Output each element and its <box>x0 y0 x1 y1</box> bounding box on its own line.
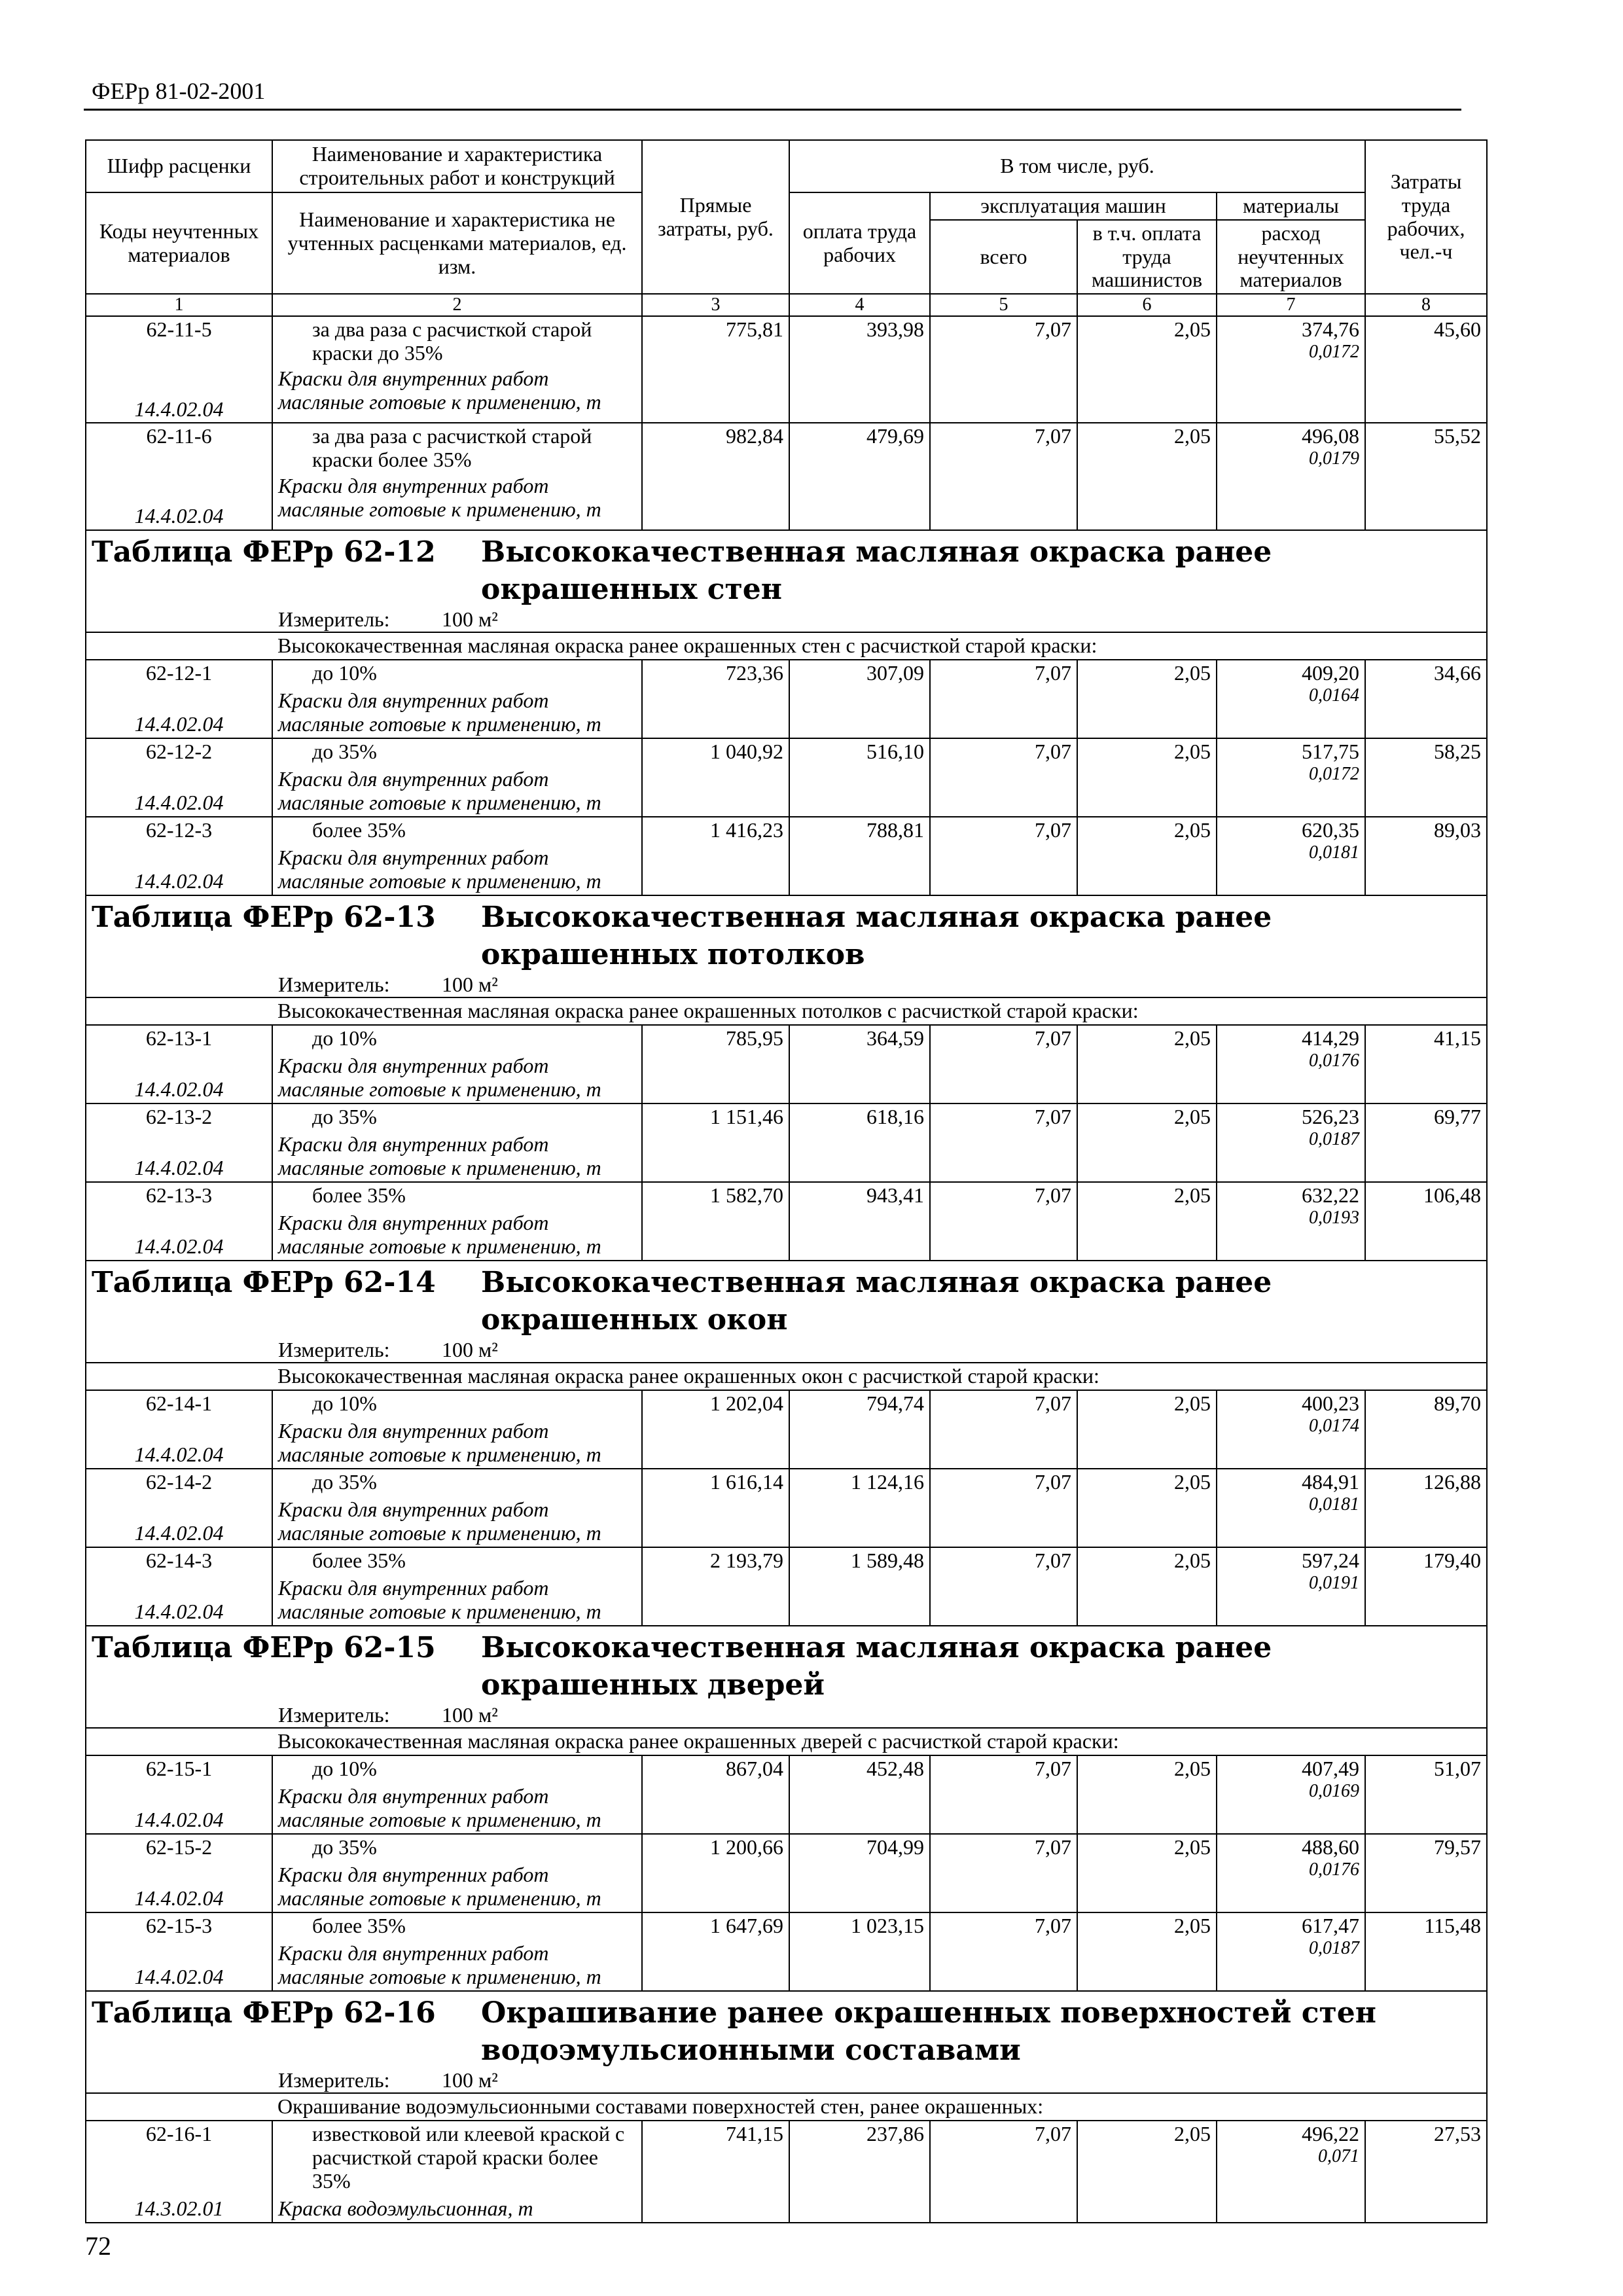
machinist-pay-header: в т.ч. оплата труда машинистов <box>1077 220 1217 294</box>
col2-top-header: Наименование и характеристика строительных работ и конструкций <box>272 140 642 192</box>
material-code: 14.4.02.04 <box>86 1784 272 1834</box>
materials-value: 414,29 <box>1302 1026 1360 1050</box>
rate-labor: 794,74 <box>789 1390 930 1469</box>
material-name: Краски для внутренних работ масляные готовые к применению, т <box>272 688 642 738</box>
material-name: Краска водоэмульсионная, т <box>272 2196 642 2223</box>
rate-name: известковой или клеевой краской с расчисткой старой краски более 35% <box>272 2121 642 2196</box>
materials-quantity: 0,0176 <box>1309 1050 1360 1071</box>
material-name: Краски для внутренних работ масляные готовые к применению, т <box>272 845 642 895</box>
rate-row <box>86 1912 1487 1941</box>
rate-row <box>86 1755 1487 1784</box>
rate-row <box>86 660 1487 688</box>
rate-labor: 516,10 <box>789 738 930 817</box>
rate-labor: 479,69 <box>789 423 930 530</box>
rate-direct: 2 193,79 <box>642 1547 789 1626</box>
page-number: 72 <box>85 2231 111 2261</box>
material-code: 14.3.02.01 <box>86 2196 272 2223</box>
column-number: 1 <box>86 294 272 315</box>
table-title-row <box>86 530 1487 632</box>
materials-quantity: 0,0172 <box>1309 763 1360 784</box>
materials-value: 632,22 <box>1302 1183 1360 1208</box>
rate-hours: 34,66 <box>1365 660 1487 738</box>
rate-direct: 775,81 <box>642 316 789 423</box>
measure-value: 100 м² <box>442 2068 498 2092</box>
rate-row <box>86 1025 1487 1053</box>
rate-hours: 58,25 <box>1365 738 1487 817</box>
materials-value: 617,47 <box>1302 1914 1360 1938</box>
table-title-row <box>86 1261 1487 1363</box>
section-subtitle-empty <box>86 1363 272 1390</box>
rate-labor: 393,98 <box>789 316 930 423</box>
rate-mach: 7,07 <box>930 316 1077 423</box>
rate-materials <box>1217 660 1365 738</box>
materials-quantity: 0,0174 <box>1309 1415 1360 1436</box>
rate-mach: 7,07 <box>930 1182 1077 1261</box>
column-number: 8 <box>1365 294 1487 315</box>
material-code: 14.4.02.04 <box>86 473 272 530</box>
rate-code: 62-15-1 <box>86 1755 272 1784</box>
table-id: Таблица ФЕРр 62-12 <box>92 535 436 569</box>
materials-value: 496,08 <box>1302 424 1360 448</box>
rate-materials <box>1217 423 1365 530</box>
rate-row <box>86 817 1487 845</box>
material-name: Краски для внутренних работ масляные готовые к применению, т <box>272 1418 642 1469</box>
rate-code: 62-12-2 <box>86 738 272 766</box>
material-code: 14.4.02.04 <box>86 1862 272 1912</box>
rate-mach-labor: 2,05 <box>1077 423 1217 530</box>
rate-mach-labor: 2,05 <box>1077 1025 1217 1103</box>
rate-materials <box>1217 1390 1365 1469</box>
materials-value: 400,23 <box>1302 1391 1360 1416</box>
rate-code: 62-16-1 <box>86 2121 272 2196</box>
material-code: 14.4.02.04 <box>86 1132 272 1182</box>
column-number: 2 <box>272 294 642 315</box>
rate-hours: 45,60 <box>1365 316 1487 423</box>
rate-mach-labor: 2,05 <box>1077 316 1217 423</box>
section-subtitle: Высококачественная масляная окраска ранее окрашенных дверей с расчисткой старой краски: <box>272 1728 1487 1755</box>
table-title: Высококачественная масляная окраска ранее окрашенных окон <box>481 1266 1272 1337</box>
rate-code: 62-14-1 <box>86 1390 272 1418</box>
section-subtitle: Окрашивание водоэмульсионными составами поверхностей стен, ранее окрашенных: <box>272 2093 1487 2121</box>
rate-direct: 1 151,46 <box>642 1103 789 1182</box>
rate-mach: 7,07 <box>930 1912 1077 1991</box>
materials-quantity: 0,0179 <box>1309 448 1360 469</box>
materials-quantity: 0,0164 <box>1309 685 1360 706</box>
rate-mach-labor: 2,05 <box>1077 1912 1217 1991</box>
machines-header: эксплуатация машин <box>930 192 1217 220</box>
document-code: ФЕРр 81-02-2001 <box>92 78 266 104</box>
rate-row <box>86 1469 1487 1497</box>
rate-name: до 10% <box>272 660 642 688</box>
rate-direct: 982,84 <box>642 423 789 530</box>
rate-mach-labor: 2,05 <box>1077 660 1217 738</box>
rate-mach-labor: 2,05 <box>1077 1390 1217 1469</box>
table-title-cell <box>86 1261 1487 1363</box>
rate-name: за два раза с расчисткой старой краски более 35% <box>272 423 642 473</box>
materials-value: 484,91 <box>1302 1470 1360 1494</box>
rate-hours: 106,48 <box>1365 1182 1487 1261</box>
rate-row <box>86 1834 1487 1862</box>
rate-hours: 55,52 <box>1365 423 1487 530</box>
table-id: Таблица ФЕРр 62-14 <box>92 1266 436 1300</box>
rate-direct: 1 616,14 <box>642 1469 789 1547</box>
material-name: Краски для внутренних работ масляные готовые к применению, т <box>272 1210 642 1261</box>
rate-materials <box>1217 1469 1365 1547</box>
rate-materials <box>1217 738 1365 817</box>
table-title: Окрашивание ранее окрашенных поверхностей стен водоэмульсионными составами <box>481 1996 1376 2068</box>
rate-hours: 89,03 <box>1365 817 1487 895</box>
material-code: 14.4.02.04 <box>86 1418 272 1469</box>
rate-direct: 1 200,66 <box>642 1834 789 1912</box>
rate-code: 62-13-2 <box>86 1103 272 1132</box>
measure-label: Измеритель: <box>278 607 390 632</box>
table-title-cell <box>86 895 1487 997</box>
rate-materials <box>1217 1912 1365 1991</box>
section-subtitle-row <box>86 632 1487 660</box>
material-code: 14.4.02.04 <box>86 1210 272 1261</box>
rate-labor: 943,41 <box>789 1182 930 1261</box>
rate-labor: 237,86 <box>789 2121 930 2223</box>
column-number: 7 <box>1217 294 1365 315</box>
rate-row <box>86 738 1487 766</box>
materials-value: 496,22 <box>1302 2122 1360 2146</box>
rate-row <box>86 2121 1487 2196</box>
table-id: Таблица ФЕРр 62-15 <box>92 1631 436 1665</box>
table-title-row <box>86 1626 1487 1728</box>
column-number: 5 <box>930 294 1077 315</box>
rate-mach-labor: 2,05 <box>1077 1469 1217 1547</box>
rate-labor: 1 589,48 <box>789 1547 930 1626</box>
header-row-1 <box>86 140 1487 192</box>
machines-total-header: всего <box>930 220 1077 294</box>
rate-row <box>86 1547 1487 1575</box>
rate-name: до 35% <box>272 738 642 766</box>
rate-code: 62-15-3 <box>86 1912 272 1941</box>
rate-mach: 7,07 <box>930 1025 1077 1103</box>
material-name: Краски для внутренних работ масляные готовые к применению, т <box>272 766 642 817</box>
rate-row <box>86 316 1487 367</box>
rate-row <box>86 1103 1487 1132</box>
column-numbers-row <box>86 294 1487 315</box>
rate-code: 62-11-5 <box>86 316 272 367</box>
rate-materials <box>1217 2121 1365 2223</box>
rate-labor: 788,81 <box>789 817 930 895</box>
material-name: Краски для внутренних работ масляные готовые к применению, т <box>272 1497 642 1547</box>
column-number: 4 <box>789 294 930 315</box>
direct-costs-header: Прямые затраты, руб. <box>642 140 789 294</box>
rate-labor: 1 023,15 <box>789 1912 930 1991</box>
materials-usage-header: расход неучтенных материалов <box>1217 220 1365 294</box>
material-name: Краски для внутренних работ масляные готовые к применению, т <box>272 1132 642 1182</box>
rate-mach: 7,07 <box>930 660 1077 738</box>
materials-value: 409,20 <box>1302 661 1360 685</box>
table-title: Высококачественная масляная окраска ранее окрашенных стен <box>481 535 1272 607</box>
section-subtitle-row <box>86 997 1487 1025</box>
table-id: Таблица ФЕРр 62-16 <box>92 1996 436 2030</box>
rate-name: более 35% <box>272 1182 642 1210</box>
rate-hours: 89,70 <box>1365 1390 1487 1469</box>
section-subtitle: Высококачественная масляная окраска ранее окрашенных стен с расчисткой старой краски: <box>272 632 1487 660</box>
included-header: В том числе, руб. <box>789 140 1365 192</box>
rate-mach-labor: 2,05 <box>1077 1755 1217 1834</box>
rate-code: 62-12-1 <box>86 660 272 688</box>
rate-direct: 867,04 <box>642 1755 789 1834</box>
rate-mach: 7,07 <box>930 1547 1077 1626</box>
rate-name: до 10% <box>272 1755 642 1784</box>
rate-mach-labor: 2,05 <box>1077 1547 1217 1626</box>
rate-mach: 7,07 <box>930 817 1077 895</box>
table-title-cell <box>86 1626 1487 1728</box>
table-title: Высококачественная масляная окраска ранее окрашенных потолков <box>481 901 1272 972</box>
rate-materials <box>1217 1834 1365 1912</box>
rate-direct: 741,15 <box>642 2121 789 2223</box>
rate-mach: 7,07 <box>930 423 1077 530</box>
material-name: Краски для внутренних работ масляные готовые к применению, т <box>272 1941 642 1991</box>
material-code: 14.4.02.04 <box>86 1497 272 1547</box>
rate-hours: 27,53 <box>1365 2121 1487 2223</box>
rate-name: более 35% <box>272 1547 642 1575</box>
rate-labor: 618,16 <box>789 1103 930 1182</box>
rate-materials <box>1217 1103 1365 1182</box>
rate-code: 62-14-2 <box>86 1469 272 1497</box>
table-body <box>86 140 1487 2223</box>
measure-label: Измеритель: <box>278 2068 390 2092</box>
materials-quantity: 0,0181 <box>1309 1494 1360 1515</box>
rate-code: 62-14-3 <box>86 1547 272 1575</box>
materials-quantity: 0,0176 <box>1309 1859 1360 1880</box>
rate-mach-labor: 2,05 <box>1077 1182 1217 1261</box>
rate-hours: 69,77 <box>1365 1103 1487 1182</box>
section-subtitle-empty <box>86 632 272 660</box>
rate-mach-labor: 2,05 <box>1077 1103 1217 1182</box>
rate-direct: 1 040,92 <box>642 738 789 817</box>
rate-hours: 126,88 <box>1365 1469 1487 1547</box>
rate-materials <box>1217 1025 1365 1103</box>
rate-mach-labor: 2,05 <box>1077 738 1217 817</box>
rate-mach: 7,07 <box>930 738 1077 817</box>
materials-value: 526,23 <box>1302 1105 1360 1129</box>
measure-label: Измеритель: <box>278 1703 390 1727</box>
rate-mach: 7,07 <box>930 1390 1077 1469</box>
rate-name: до 35% <box>272 1103 642 1132</box>
rate-mach: 7,07 <box>930 2121 1077 2223</box>
section-subtitle: Высококачественная масляная окраска ранее окрашенных окон с расчисткой старой краски: <box>272 1363 1487 1390</box>
material-code: 14.4.02.04 <box>86 366 272 423</box>
section-subtitle: Высококачественная масляная окраска ранее окрашенных потолков с расчисткой старой краски: <box>272 997 1487 1025</box>
rate-mach: 7,07 <box>930 1755 1077 1834</box>
material-name: Краски для внутренних работ масляные готовые к применению, т <box>272 1575 642 1626</box>
table-title-cell <box>86 530 1487 632</box>
rate-materials <box>1217 316 1365 423</box>
rate-direct: 1 582,70 <box>642 1182 789 1261</box>
header-rule <box>84 109 1461 111</box>
materials-value: 488,60 <box>1302 1835 1360 1859</box>
materials-quantity: 0,0191 <box>1309 1572 1360 1593</box>
section-subtitle-empty <box>86 1728 272 1755</box>
material-code: 14.4.02.04 <box>86 1575 272 1626</box>
rate-name: более 35% <box>272 817 642 845</box>
material-name: Краски для внутренних работ масляные готовые к применению, т <box>272 1784 642 1834</box>
labor-hours-header: Затраты труда рабочих, чел.-ч <box>1365 140 1487 294</box>
materials-quantity: 0,071 <box>1318 2145 1360 2166</box>
table-title-row <box>86 895 1487 997</box>
section-subtitle-row <box>86 1728 1487 1755</box>
col1-top-header: Шифр расценки <box>86 140 272 192</box>
material-name: Краски для внутренних работ масляные готовые к применению, т <box>272 1862 642 1912</box>
material-code: 14.4.02.04 <box>86 1053 272 1103</box>
rate-mach-labor: 2,05 <box>1077 817 1217 895</box>
table-title-row <box>86 1991 1487 2093</box>
measure-label: Измеритель: <box>278 973 390 997</box>
rate-code: 62-13-1 <box>86 1025 272 1053</box>
table-title-cell <box>86 1991 1487 2093</box>
material-code: 14.4.02.04 <box>86 688 272 738</box>
rate-code: 62-15-2 <box>86 1834 272 1862</box>
materials-quantity: 0,0181 <box>1309 842 1360 863</box>
rate-direct: 785,95 <box>642 1025 789 1103</box>
rate-row <box>86 1390 1487 1418</box>
rate-materials <box>1217 817 1365 895</box>
rate-name: более 35% <box>272 1912 642 1941</box>
rate-hours: 79,57 <box>1365 1834 1487 1912</box>
material-name: Краски для внутренних работ масляные готовые к применению, т <box>272 1053 642 1103</box>
rate-labor: 364,59 <box>789 1025 930 1103</box>
column-number: 6 <box>1077 294 1217 315</box>
col2-bottom-header: Наименование и характеристика не учтенных расценками материалов, ед. изм. <box>272 192 642 294</box>
section-subtitle-empty <box>86 2093 272 2121</box>
rate-direct: 723,36 <box>642 660 789 738</box>
rate-materials <box>1217 1182 1365 1261</box>
column-number: 3 <box>642 294 789 315</box>
materials-value: 374,76 <box>1302 317 1360 341</box>
rate-mach-labor: 2,05 <box>1077 2121 1217 2223</box>
rate-labor: 704,99 <box>789 1834 930 1912</box>
materials-quantity: 0,0193 <box>1309 1207 1360 1228</box>
materials-quantity: 0,0187 <box>1309 1937 1360 1958</box>
rate-code: 62-13-3 <box>86 1182 272 1210</box>
materials-value: 620,35 <box>1302 818 1360 842</box>
rate-hours: 51,07 <box>1365 1755 1487 1834</box>
rate-hours: 179,40 <box>1365 1547 1487 1626</box>
rate-mach-labor: 2,05 <box>1077 1834 1217 1912</box>
materials-quantity: 0,0187 <box>1309 1128 1360 1149</box>
material-code: 14.4.02.04 <box>86 1941 272 1991</box>
measure-value: 100 м² <box>442 607 498 632</box>
rate-labor: 307,09 <box>789 660 930 738</box>
rate-materials <box>1217 1755 1365 1834</box>
materials-header: материалы <box>1217 192 1365 220</box>
rate-direct: 1 647,69 <box>642 1912 789 1991</box>
section-subtitle-row <box>86 1363 1487 1390</box>
table-id: Таблица ФЕРр 62-13 <box>92 901 436 935</box>
material-code: 14.4.02.04 <box>86 766 272 817</box>
materials-quantity: 0,0169 <box>1309 1780 1360 1801</box>
rates-table <box>85 139 1488 2223</box>
rate-direct: 1 416,23 <box>642 817 789 895</box>
rate-mach: 7,07 <box>930 1103 1077 1182</box>
material-name: Краски для внутренних работ масляные готовые к применению, т <box>272 366 642 423</box>
materials-value: 517,75 <box>1302 740 1360 764</box>
rate-direct: 1 202,04 <box>642 1390 789 1469</box>
material-name: Краски для внутренних работ масляные готовые к применению, т <box>272 473 642 530</box>
measure-value: 100 м² <box>442 973 498 997</box>
rate-name: до 10% <box>272 1025 642 1053</box>
rate-name: за два раза с расчисткой старой краски до 35% <box>272 316 642 367</box>
col1-bottom-header: Коды неучтенных материалов <box>86 192 272 294</box>
rate-name: до 35% <box>272 1469 642 1497</box>
rate-labor: 452,48 <box>789 1755 930 1834</box>
rate-mach: 7,07 <box>930 1469 1077 1547</box>
measure-value: 100 м² <box>442 1338 498 1362</box>
materials-value: 407,49 <box>1302 1757 1360 1781</box>
measure-label: Измеритель: <box>278 1338 390 1362</box>
rate-labor: 1 124,16 <box>789 1469 930 1547</box>
worker-pay-header: оплата труда рабочих <box>789 192 930 294</box>
rate-code: 62-12-3 <box>86 817 272 845</box>
rate-mach: 7,07 <box>930 1834 1077 1912</box>
section-subtitle-empty <box>86 997 272 1025</box>
material-code: 14.4.02.04 <box>86 845 272 895</box>
rate-row <box>86 423 1487 473</box>
rate-materials <box>1217 1547 1365 1626</box>
measure-value: 100 м² <box>442 1703 498 1727</box>
rate-row <box>86 1182 1487 1210</box>
materials-value: 597,24 <box>1302 1549 1360 1573</box>
rate-hours: 41,15 <box>1365 1025 1487 1103</box>
rate-name: до 10% <box>272 1390 642 1418</box>
materials-quantity: 0,0172 <box>1309 341 1360 362</box>
rate-name: до 35% <box>272 1834 642 1862</box>
section-subtitle-row <box>86 2093 1487 2121</box>
rate-hours: 115,48 <box>1365 1912 1487 1991</box>
table-title: Высококачественная масляная окраска ранее окрашенных дверей <box>481 1631 1272 1702</box>
rate-code: 62-11-6 <box>86 423 272 473</box>
